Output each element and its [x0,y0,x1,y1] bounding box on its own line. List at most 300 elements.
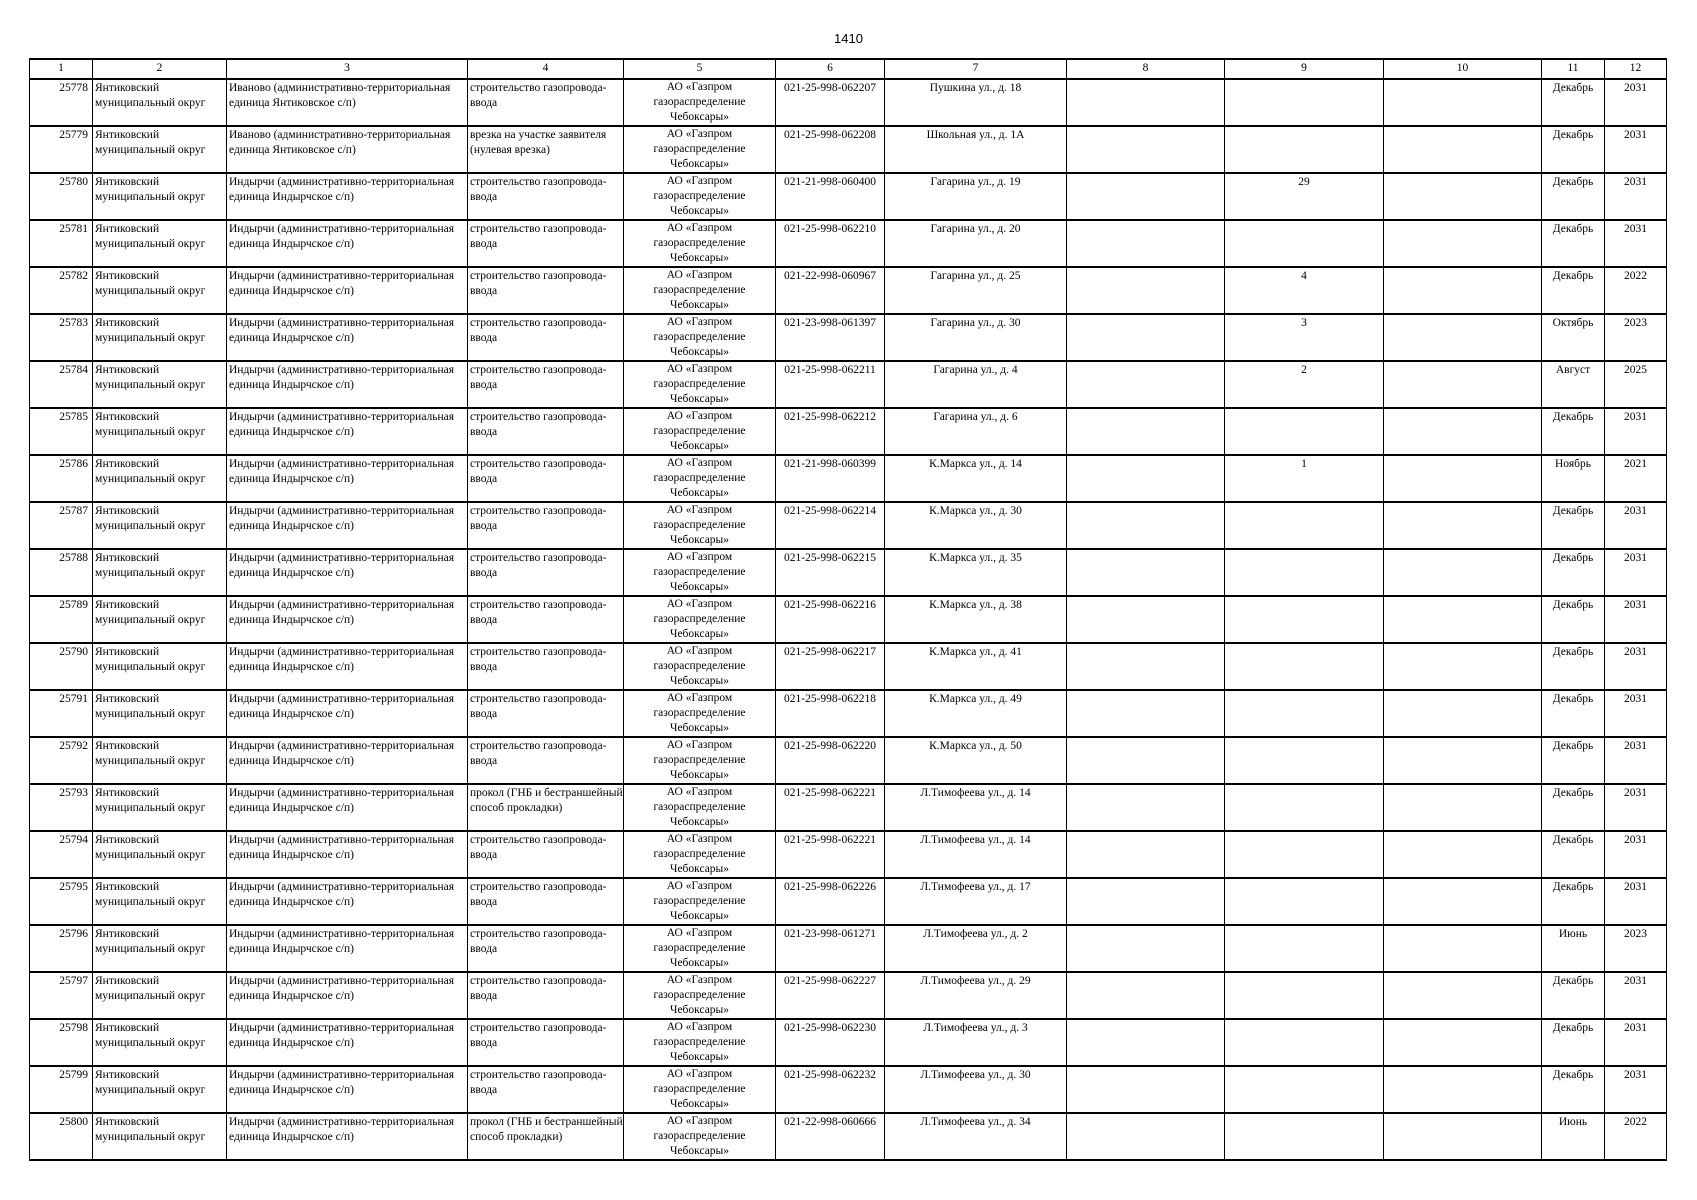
month-cell: Октябрь [1542,314,1605,361]
district-cell: Янтиковский муниципальный округ [93,1019,227,1066]
table-row [30,878,1667,925]
settlement-cell: Индырчи (административно-территориальная единица Индырчское с/п) [227,972,468,1019]
column-8-cell [1067,596,1225,643]
row-number-cell: 25785 [30,408,93,455]
address-cell: Гагарина ул., д. 25 [885,267,1067,314]
table-row [30,1066,1667,1113]
column-10-cell [1384,784,1542,831]
column-8-cell [1067,361,1225,408]
month-cell: Декабрь [1542,126,1605,173]
row-number-cell: 25789 [30,596,93,643]
year-cell: 2031 [1605,737,1667,784]
owner-cell: АО «Газпром газораспределение Чебоксары» [624,126,776,173]
object-code-cell: 021-25-998-062221 [776,784,885,831]
row-number-cell: 25799 [30,1066,93,1113]
address-cell: Гагарина ул., д. 4 [885,361,1067,408]
object-code-cell: 021-25-998-062208 [776,126,885,173]
column-8-cell [1067,502,1225,549]
column-header-8: 8 [1067,59,1225,79]
column-9-cell [1225,737,1384,784]
column-9-cell [1225,925,1384,972]
row-number-cell: 25797 [30,972,93,1019]
column-8-cell [1067,925,1225,972]
column-9-cell: 1 [1225,455,1384,502]
column-10-cell [1384,643,1542,690]
address-cell: Л.Тимофеева ул., д. 14 [885,784,1067,831]
row-number-cell: 25794 [30,831,93,878]
address-cell: Пушкина ул., д. 18 [885,79,1067,126]
address-cell: К.Маркса ул., д. 41 [885,643,1067,690]
month-cell: Декабрь [1542,549,1605,596]
owner-cell: АО «Газпром газораспределение Чебоксары» [624,361,776,408]
column-9-cell [1225,878,1384,925]
year-cell: 2031 [1605,79,1667,126]
month-cell: Декабрь [1542,831,1605,878]
year-cell: 2031 [1605,643,1667,690]
settlement-cell: Индырчи (административно-территориальная единица Индырчское с/п) [227,361,468,408]
table-row [30,1019,1667,1066]
settlement-cell: Индырчи (административно-территориальная единица Индырчское с/п) [227,784,468,831]
year-cell: 2023 [1605,925,1667,972]
year-cell: 2031 [1605,1066,1667,1113]
address-cell: Л.Тимофеева ул., д. 3 [885,1019,1067,1066]
row-number-cell: 25783 [30,314,93,361]
row-number-cell: 25779 [30,126,93,173]
table-row [30,643,1667,690]
month-cell: Декабрь [1542,1066,1605,1113]
object-code-cell: 021-25-998-062207 [776,79,885,126]
column-10-cell [1384,596,1542,643]
month-cell: Декабрь [1542,267,1605,314]
table-row [30,784,1667,831]
year-cell: 2021 [1605,455,1667,502]
column-10-cell [1384,972,1542,1019]
column-10-cell [1384,1113,1542,1160]
work-type-cell: врезка на участке заявителя (нулевая врезка) [468,126,624,173]
settlement-cell: Индырчи (административно-территориальная единица Индырчское с/п) [227,925,468,972]
address-cell: Гагарина ул., д. 30 [885,314,1067,361]
work-type-cell: строительство газопровода-ввода [468,455,624,502]
table-row [30,455,1667,502]
table-row [30,596,1667,643]
work-type-cell: строительство газопровода-ввода [468,267,624,314]
year-cell: 2022 [1605,267,1667,314]
column-header-7: 7 [885,59,1067,79]
object-code-cell: 021-25-998-062210 [776,220,885,267]
settlement-cell: Индырчи (административно-территориальная единица Индырчское с/п) [227,1113,468,1160]
owner-cell: АО «Газпром газораспределение Чебоксары» [624,267,776,314]
work-type-cell: прокол (ГНБ и бестраншейный способ прокладки) [468,1113,624,1160]
column-10-cell [1384,549,1542,596]
row-number-cell: 25786 [30,455,93,502]
owner-cell: АО «Газпром газораспределение Чебоксары» [624,1113,776,1160]
district-cell: Янтиковский муниципальный округ [93,784,227,831]
owner-cell: АО «Газпром газораспределение Чебоксары» [624,455,776,502]
column-8-cell [1067,784,1225,831]
month-cell: Декабрь [1542,173,1605,220]
owner-cell: АО «Газпром газораспределение Чебоксары» [624,1066,776,1113]
column-10-cell [1384,1066,1542,1113]
month-cell: Декабрь [1542,220,1605,267]
row-number-cell: 25796 [30,925,93,972]
column-9-cell: 4 [1225,267,1384,314]
column-10-cell [1384,455,1542,502]
work-type-cell: строительство газопровода-ввода [468,925,624,972]
column-header-3: 3 [227,59,468,79]
settlement-cell: Индырчи (административно-территориальная единица Индырчское с/п) [227,737,468,784]
year-cell: 2031 [1605,126,1667,173]
work-type-cell: строительство газопровода-ввода [468,972,624,1019]
year-cell: 2031 [1605,502,1667,549]
row-number-cell: 25800 [30,1113,93,1160]
work-type-cell: строительство газопровода-ввода [468,737,624,784]
object-code-cell: 021-22-998-060967 [776,267,885,314]
settlement-cell: Индырчи (административно-территориальная единица Индырчское с/п) [227,549,468,596]
column-8-cell [1067,549,1225,596]
row-number-cell: 25793 [30,784,93,831]
month-cell: Декабрь [1542,79,1605,126]
owner-cell: АО «Газпром газораспределение Чебоксары» [624,831,776,878]
work-type-cell: строительство газопровода-ввода [468,361,624,408]
column-9-cell [1225,1066,1384,1113]
year-cell: 2031 [1605,972,1667,1019]
work-type-cell: строительство газопровода-ввода [468,643,624,690]
object-code-cell: 021-21-998-060399 [776,455,885,502]
district-cell: Янтиковский муниципальный округ [93,455,227,502]
year-cell: 2022 [1605,1113,1667,1160]
owner-cell: АО «Газпром газораспределение Чебоксары» [624,173,776,220]
owner-cell: АО «Газпром газораспределение Чебоксары» [624,79,776,126]
district-cell: Янтиковский муниципальный округ [93,361,227,408]
settlement-cell: Индырчи (административно-территориальная единица Индырчское с/п) [227,220,468,267]
column-9-cell [1225,972,1384,1019]
column-8-cell [1067,455,1225,502]
table-row [30,972,1667,1019]
table-row [30,690,1667,737]
table-row [30,126,1667,173]
work-type-cell: строительство газопровода-ввода [468,79,624,126]
column-header-6: 6 [776,59,885,79]
column-9-cell: 2 [1225,361,1384,408]
address-cell: Гагарина ул., д. 20 [885,220,1067,267]
year-cell: 2031 [1605,220,1667,267]
column-9-cell [1225,220,1384,267]
address-cell: Л.Тимофеева ул., д. 17 [885,878,1067,925]
year-cell: 2031 [1605,596,1667,643]
district-cell: Янтиковский муниципальный округ [93,314,227,361]
object-code-cell: 021-25-998-062226 [776,878,885,925]
column-10-cell [1384,267,1542,314]
address-cell: К.Маркса ул., д. 35 [885,549,1067,596]
column-header-10: 10 [1384,59,1542,79]
year-cell: 2031 [1605,784,1667,831]
row-number-cell: 25791 [30,690,93,737]
district-cell: Янтиковский муниципальный округ [93,267,227,314]
month-cell: Декабрь [1542,737,1605,784]
work-type-cell: строительство газопровода-ввода [468,314,624,361]
column-10-cell [1384,361,1542,408]
table-row [30,502,1667,549]
work-type-cell: строительство газопровода-ввода [468,878,624,925]
address-cell: Гагарина ул., д. 6 [885,408,1067,455]
year-cell: 2031 [1605,408,1667,455]
owner-cell: АО «Газпром газораспределение Чебоксары» [624,549,776,596]
table-row [30,549,1667,596]
table-row [30,314,1667,361]
row-number-cell: 25788 [30,549,93,596]
column-10-cell [1384,79,1542,126]
month-cell: Декабрь [1542,878,1605,925]
work-type-cell: строительство газопровода-ввода [468,596,624,643]
settlement-cell: Иваново (административно-территориальная единица Янтиковское с/п) [227,79,468,126]
settlement-cell: Индырчи (административно-территориальная единица Индырчское с/п) [227,314,468,361]
district-cell: Янтиковский муниципальный округ [93,549,227,596]
object-code-cell: 021-25-998-062230 [776,1019,885,1066]
column-10-cell [1384,878,1542,925]
column-header-9: 9 [1225,59,1384,79]
row-number-cell: 25795 [30,878,93,925]
column-9-cell [1225,643,1384,690]
district-cell: Янтиковский муниципальный округ [93,408,227,455]
owner-cell: АО «Газпром газораспределение Чебоксары» [624,596,776,643]
column-9-cell [1225,690,1384,737]
year-cell: 2031 [1605,549,1667,596]
column-8-cell [1067,1113,1225,1160]
table-row [30,173,1667,220]
month-cell: Декабрь [1542,784,1605,831]
column-8-cell [1067,690,1225,737]
district-cell: Янтиковский муниципальный округ [93,173,227,220]
year-cell: 2031 [1605,878,1667,925]
district-cell: Янтиковский муниципальный округ [93,831,227,878]
settlement-cell: Индырчи (административно-территориальная единица Индырчское с/п) [227,690,468,737]
owner-cell: АО «Газпром газораспределение Чебоксары» [624,502,776,549]
settlement-cell: Индырчи (административно-территориальная единица Индырчское с/п) [227,267,468,314]
row-number-cell: 25787 [30,502,93,549]
month-cell: Декабрь [1542,643,1605,690]
column-10-cell [1384,502,1542,549]
year-cell: 2031 [1605,690,1667,737]
month-cell: Декабрь [1542,408,1605,455]
column-header-1: 1 [30,59,93,79]
district-cell: Янтиковский муниципальный округ [93,690,227,737]
year-cell: 2031 [1605,831,1667,878]
owner-cell: АО «Газпром газораспределение Чебоксары» [624,408,776,455]
column-header-4: 4 [468,59,624,79]
work-type-cell: строительство газопровода-ввода [468,220,624,267]
column-9-cell [1225,1019,1384,1066]
district-cell: Янтиковский муниципальный округ [93,79,227,126]
row-number-cell: 25778 [30,79,93,126]
table-row [30,361,1667,408]
column-9-cell: 3 [1225,314,1384,361]
column-9-cell [1225,126,1384,173]
column-9-cell [1225,408,1384,455]
year-cell: 2031 [1605,1019,1667,1066]
column-8-cell [1067,220,1225,267]
work-type-cell: строительство газопровода-ввода [468,502,624,549]
owner-cell: АО «Газпром газораспределение Чебоксары» [624,737,776,784]
column-8-cell [1067,972,1225,1019]
column-10-cell [1384,408,1542,455]
object-code-cell: 021-25-998-062220 [776,737,885,784]
column-9-cell [1225,784,1384,831]
address-cell: Л.Тимофеева ул., д. 30 [885,1066,1067,1113]
settlement-cell: Индырчи (административно-территориальная единица Индырчское с/п) [227,1066,468,1113]
page-number: 1410 [834,31,863,46]
row-number-cell: 25784 [30,361,93,408]
column-8-cell [1067,267,1225,314]
work-type-cell: строительство газопровода-ввода [468,173,624,220]
address-cell: К.Маркса ул., д. 49 [885,690,1067,737]
owner-cell: АО «Газпром газораспределение Чебоксары» [624,220,776,267]
settlement-cell: Иваново (административно-территориальная единица Янтиковское с/п) [227,126,468,173]
settlement-cell: Индырчи (административно-территориальная единица Индырчское с/п) [227,878,468,925]
object-code-cell: 021-25-998-062221 [776,831,885,878]
address-cell: Школьная ул., д. 1А [885,126,1067,173]
table-row [30,220,1667,267]
object-code-cell: 021-25-998-062212 [776,408,885,455]
month-cell: Июнь [1542,925,1605,972]
month-cell: Декабрь [1542,502,1605,549]
column-9-cell [1225,79,1384,126]
table-row [30,831,1667,878]
column-10-cell [1384,173,1542,220]
row-number-cell: 25781 [30,220,93,267]
month-cell: Август [1542,361,1605,408]
address-cell: Гагарина ул., д. 19 [885,173,1067,220]
month-cell: Декабрь [1542,972,1605,1019]
month-cell: Декабрь [1542,1019,1605,1066]
column-9-cell [1225,549,1384,596]
address-cell: К.Маркса ул., д. 30 [885,502,1067,549]
address-cell: К.Маркса ул., д. 14 [885,455,1067,502]
column-10-cell [1384,737,1542,784]
object-code-cell: 021-22-998-060666 [776,1113,885,1160]
column-8-cell [1067,878,1225,925]
work-type-cell: строительство газопровода-ввода [468,1019,624,1066]
year-cell: 2031 [1605,173,1667,220]
work-type-cell: строительство газопровода-ввода [468,690,624,737]
work-type-cell: строительство газопровода-ввода [468,1066,624,1113]
month-cell: Ноябрь [1542,455,1605,502]
district-cell: Янтиковский муниципальный округ [93,925,227,972]
year-cell: 2023 [1605,314,1667,361]
month-cell: Июнь [1542,1113,1605,1160]
column-header-2: 2 [93,59,227,79]
table-row [30,1113,1667,1160]
district-cell: Янтиковский муниципальный округ [93,126,227,173]
work-type-cell: строительство газопровода-ввода [468,831,624,878]
column-header-5: 5 [624,59,776,79]
object-code-cell: 021-25-998-062227 [776,972,885,1019]
address-cell: К.Маркса ул., д. 50 [885,737,1067,784]
column-8-cell [1067,314,1225,361]
owner-cell: АО «Газпром газораспределение Чебоксары» [624,784,776,831]
object-code-cell: 021-23-998-061397 [776,314,885,361]
month-cell: Декабрь [1542,690,1605,737]
settlement-cell: Индырчи (административно-территориальная единица Индырчское с/п) [227,173,468,220]
address-cell: Л.Тимофеева ул., д. 34 [885,1113,1067,1160]
district-cell: Янтиковский муниципальный округ [93,1066,227,1113]
row-number-cell: 25782 [30,267,93,314]
column-8-cell [1067,173,1225,220]
column-8-cell [1067,126,1225,173]
month-cell: Декабрь [1542,596,1605,643]
column-9-cell [1225,596,1384,643]
district-cell: Янтиковский муниципальный округ [93,643,227,690]
column-10-cell [1384,831,1542,878]
settlement-cell: Индырчи (административно-территориальная единица Индырчское с/п) [227,643,468,690]
column-8-cell [1067,737,1225,784]
object-code-cell: 021-25-998-062214 [776,502,885,549]
row-number-cell: 25780 [30,173,93,220]
district-cell: Янтиковский муниципальный округ [93,737,227,784]
settlement-cell: Индырчи (административно-территориальная единица Индырчское с/п) [227,408,468,455]
district-cell: Янтиковский муниципальный округ [93,878,227,925]
work-type-cell: строительство газопровода-ввода [468,408,624,455]
object-code-cell: 021-25-998-062218 [776,690,885,737]
column-10-cell [1384,314,1542,361]
column-9-cell: 29 [1225,173,1384,220]
owner-cell: АО «Газпром газораспределение Чебоксары» [624,972,776,1019]
settlement-cell: Индырчи (административно-территориальная единица Индырчское с/п) [227,1019,468,1066]
column-10-cell [1384,1019,1542,1066]
registry-body [30,79,1667,1160]
table-row [30,737,1667,784]
district-cell: Янтиковский муниципальный округ [93,220,227,267]
settlement-cell: Индырчи (административно-территориальная единица Индырчское с/п) [227,502,468,549]
object-code-cell: 021-25-998-062217 [776,643,885,690]
object-code-cell: 021-23-998-061271 [776,925,885,972]
column-8-cell [1067,643,1225,690]
column-10-cell [1384,690,1542,737]
row-number-cell: 25792 [30,737,93,784]
address-cell: Л.Тимофеева ул., д. 29 [885,972,1067,1019]
owner-cell: АО «Газпром газораспределение Чебоксары» [624,925,776,972]
column-9-cell [1225,831,1384,878]
district-cell: Янтиковский муниципальный округ [93,1113,227,1160]
owner-cell: АО «Газпром газораспределение Чебоксары» [624,1019,776,1066]
object-code-cell: 021-25-998-062215 [776,549,885,596]
registry-table [29,58,1667,1161]
owner-cell: АО «Газпром газораспределение Чебоксары» [624,878,776,925]
column-8-cell [1067,79,1225,126]
table-row [30,408,1667,455]
column-8-cell [1067,1019,1225,1066]
address-cell: Л.Тимофеева ул., д. 14 [885,831,1067,878]
column-10-cell [1384,925,1542,972]
owner-cell: АО «Газпром газораспределение Чебоксары» [624,643,776,690]
column-9-cell [1225,502,1384,549]
year-cell: 2025 [1605,361,1667,408]
column-8-cell [1067,831,1225,878]
column-9-cell [1225,1113,1384,1160]
work-type-cell: строительство газопровода-ввода [468,549,624,596]
district-cell: Янтиковский муниципальный округ [93,972,227,1019]
column-10-cell [1384,220,1542,267]
address-cell: Л.Тимофеева ул., д. 2 [885,925,1067,972]
settlement-cell: Индырчи (административно-территориальная единица Индырчское с/п) [227,831,468,878]
settlement-cell: Индырчи (административно-территориальная единица Индырчское с/п) [227,596,468,643]
row-number-cell: 25798 [30,1019,93,1066]
address-cell: К.Маркса ул., д. 38 [885,596,1067,643]
work-type-cell: прокол (ГНБ и бестраншейный способ прокладки) [468,784,624,831]
column-8-cell [1067,1066,1225,1113]
district-cell: Янтиковский муниципальный округ [93,502,227,549]
object-code-cell: 021-25-998-062211 [776,361,885,408]
settlement-cell: Индырчи (административно-территориальная единица Индырчское с/п) [227,455,468,502]
